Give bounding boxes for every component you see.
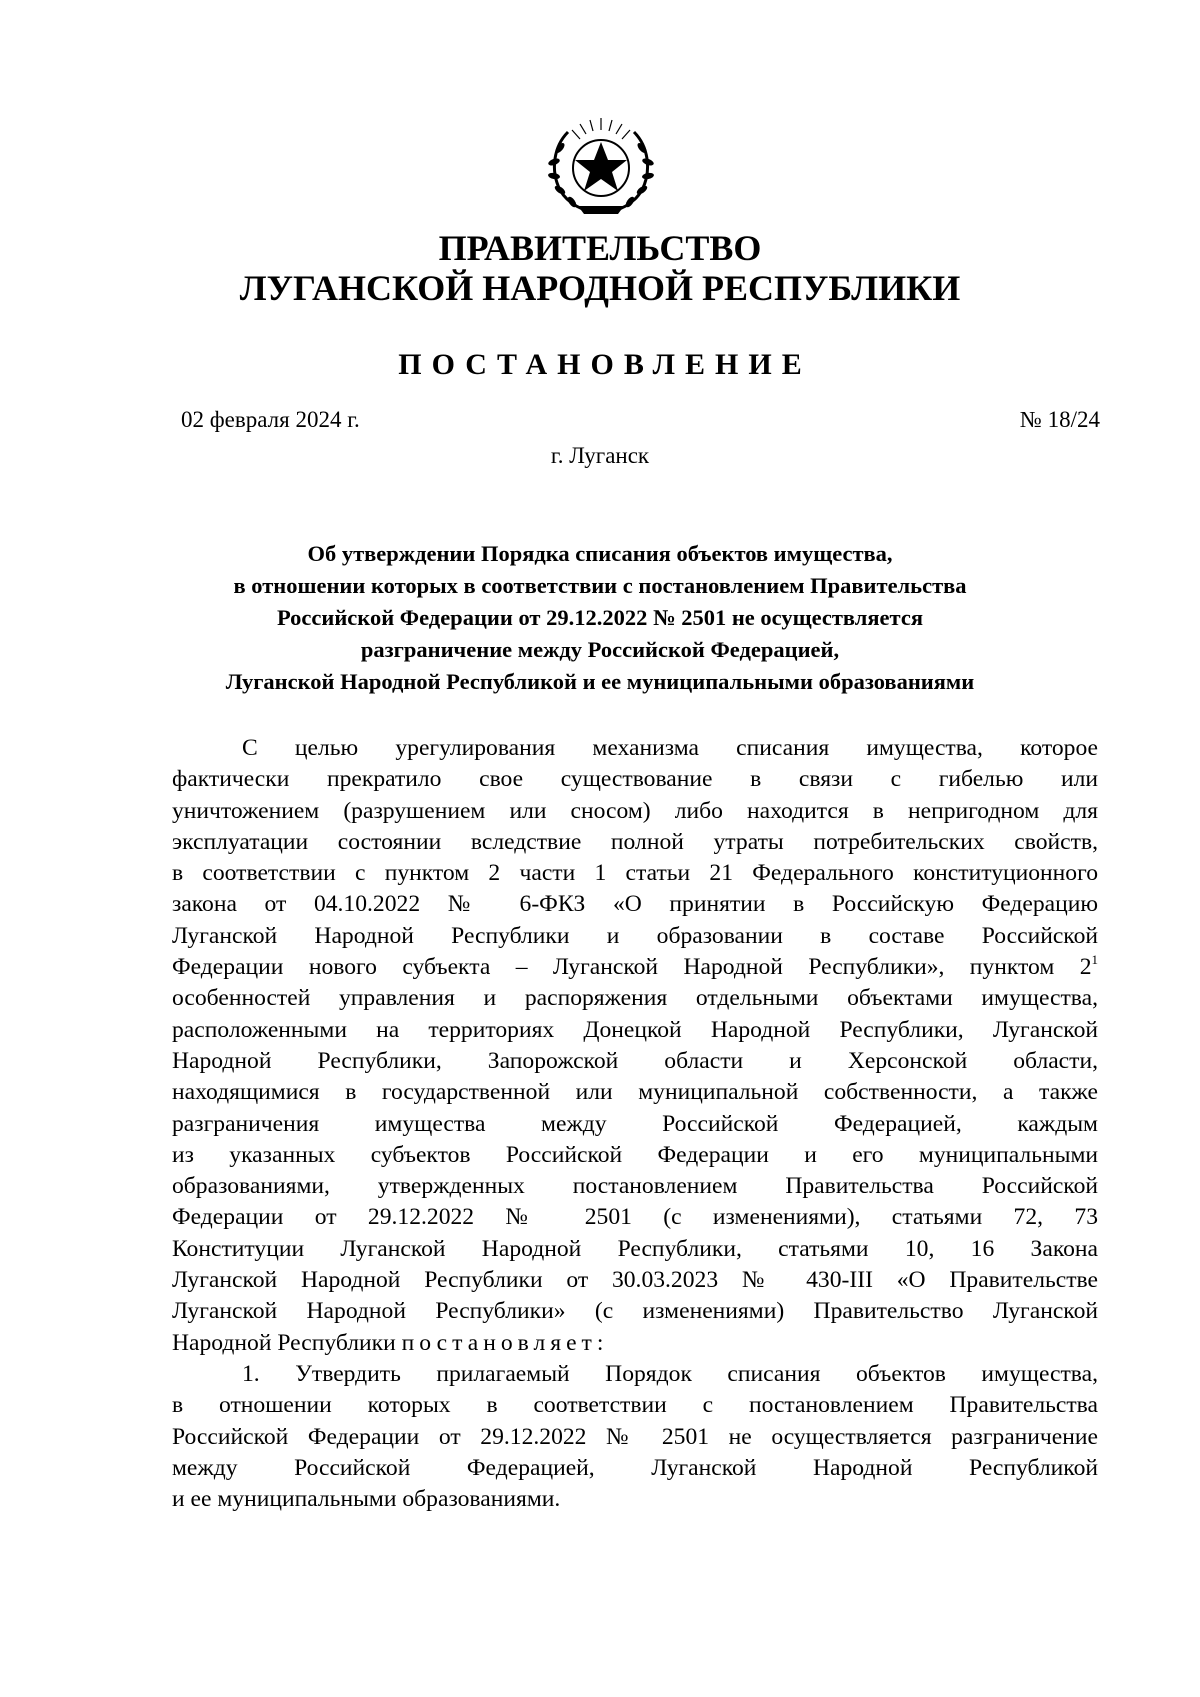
body-line: С целью урегулирования механизма списания имущества, которое [242, 735, 1098, 761]
body-line-with-superscript [172, 952, 1098, 983]
body-line: Федерации от 29.12.2022 № 2501 (с изменениями), статьями 72, 73 [172, 1204, 1098, 1231]
government-title-line-1: ПРАВИТЕЛЬСТВО [438, 228, 762, 268]
body-line: в соответствии с пунктом 2 части 1 статьи 21 Федерального конституционного [172, 860, 1098, 887]
title-line: Об утверждении Порядка списания объектов имущества, [307, 541, 893, 566]
body-line: Луганской Народной Республики и образовании в составе Российской [172, 922, 1098, 949]
government-title [0, 228, 1200, 308]
body-line: Российской Федерации от 29.12.2022 № 2501 не осуществляется разграничение [172, 1423, 1098, 1450]
body-line: особенностей управления и распоряжения отдельными объектами имущества, [172, 985, 1098, 1012]
superscript-1: 1 [1091, 952, 1098, 968]
body-line: Конституции Луганской Народной Республики, статьями 10, 16 Закона [172, 1235, 1098, 1262]
body-line: расположенными на территориях Донецкой Народной Республики, Луганской [172, 1016, 1098, 1043]
body-line-text: Федерации нового субъекта – Луганской Народной Республики», пунктом 2 [172, 954, 1092, 981]
body-line: Народной Республики, Запорожской области и Херсонской области, [172, 1047, 1098, 1074]
body-line: из указанных субъектов Российской Федерации и его муниципальными [172, 1141, 1098, 1168]
body-line: закона от 04.10.2022 № 6-ФКЗ «О принятии в Российскую Федерацию [172, 891, 1098, 918]
resolves-word: постановляет: [401, 1329, 609, 1356]
document-city: г. Луганск [550, 443, 650, 468]
document-number: № 18/24 [1019, 407, 1100, 432]
body-line: 1. Утвердить прилагаемый Порядок списания объектов имущества, [242, 1360, 1098, 1387]
body-line: между Российской Федерацией, Луганской Народной Республикой [172, 1454, 1098, 1481]
body-line: уничтожением (разрушением или сносом) либо находится в непригодном для [172, 797, 1098, 824]
body-line: эксплуатации состоянии вследствие полной утраты потребительских свойств, [172, 828, 1098, 855]
document-date: 02 февраля 2024 г. [181, 407, 360, 432]
body-line: Луганской Народной Республики» (с изменениями) Правительство Луганской [172, 1298, 1098, 1325]
title-line: в отношении которых в соответствии с постановлением Правительства [233, 573, 967, 598]
document-body [172, 733, 1098, 1515]
coat-of-arms-icon [538, 112, 664, 218]
title-line: Луганской Народной Республикой и ее муниципальными образованиями [225, 669, 975, 694]
body-line-resolves [172, 1328, 1098, 1359]
document-title [100, 538, 1100, 698]
body-line: и ее муниципальными образованиями. [172, 1486, 561, 1513]
document-type-heading: ПОСТАНОВЛЕНИЕ [398, 348, 812, 381]
body-line: разграничения имущества между Российской Федерацией, каждым [172, 1110, 1098, 1137]
body-line: Луганской Народной Республики от 30.03.2023 № 430-III «О Правительстве [172, 1267, 1098, 1294]
body-line: находящимися в государственной или муниципальной собственности, а также [172, 1079, 1098, 1106]
body-line: фактически прекратило свое существование в связи с гибелью или [172, 766, 1098, 793]
body-line: в отношении которых в соответствии с постановлением Правительства [172, 1392, 1098, 1419]
title-line: Российской Федерации от 29.12.2022 № 2501 не осуществляется [276, 605, 924, 630]
government-title-line-2: ЛУГАНСКОЙ НАРОДНОЙ РЕСПУБЛИКИ [239, 268, 961, 308]
title-line: разграничение между Российской Федерацией, [360, 637, 840, 662]
body-line: образованиями, утвержденных постановлением Правительства Российской [172, 1173, 1098, 1200]
body-line-text: Народной Республики [172, 1329, 396, 1356]
